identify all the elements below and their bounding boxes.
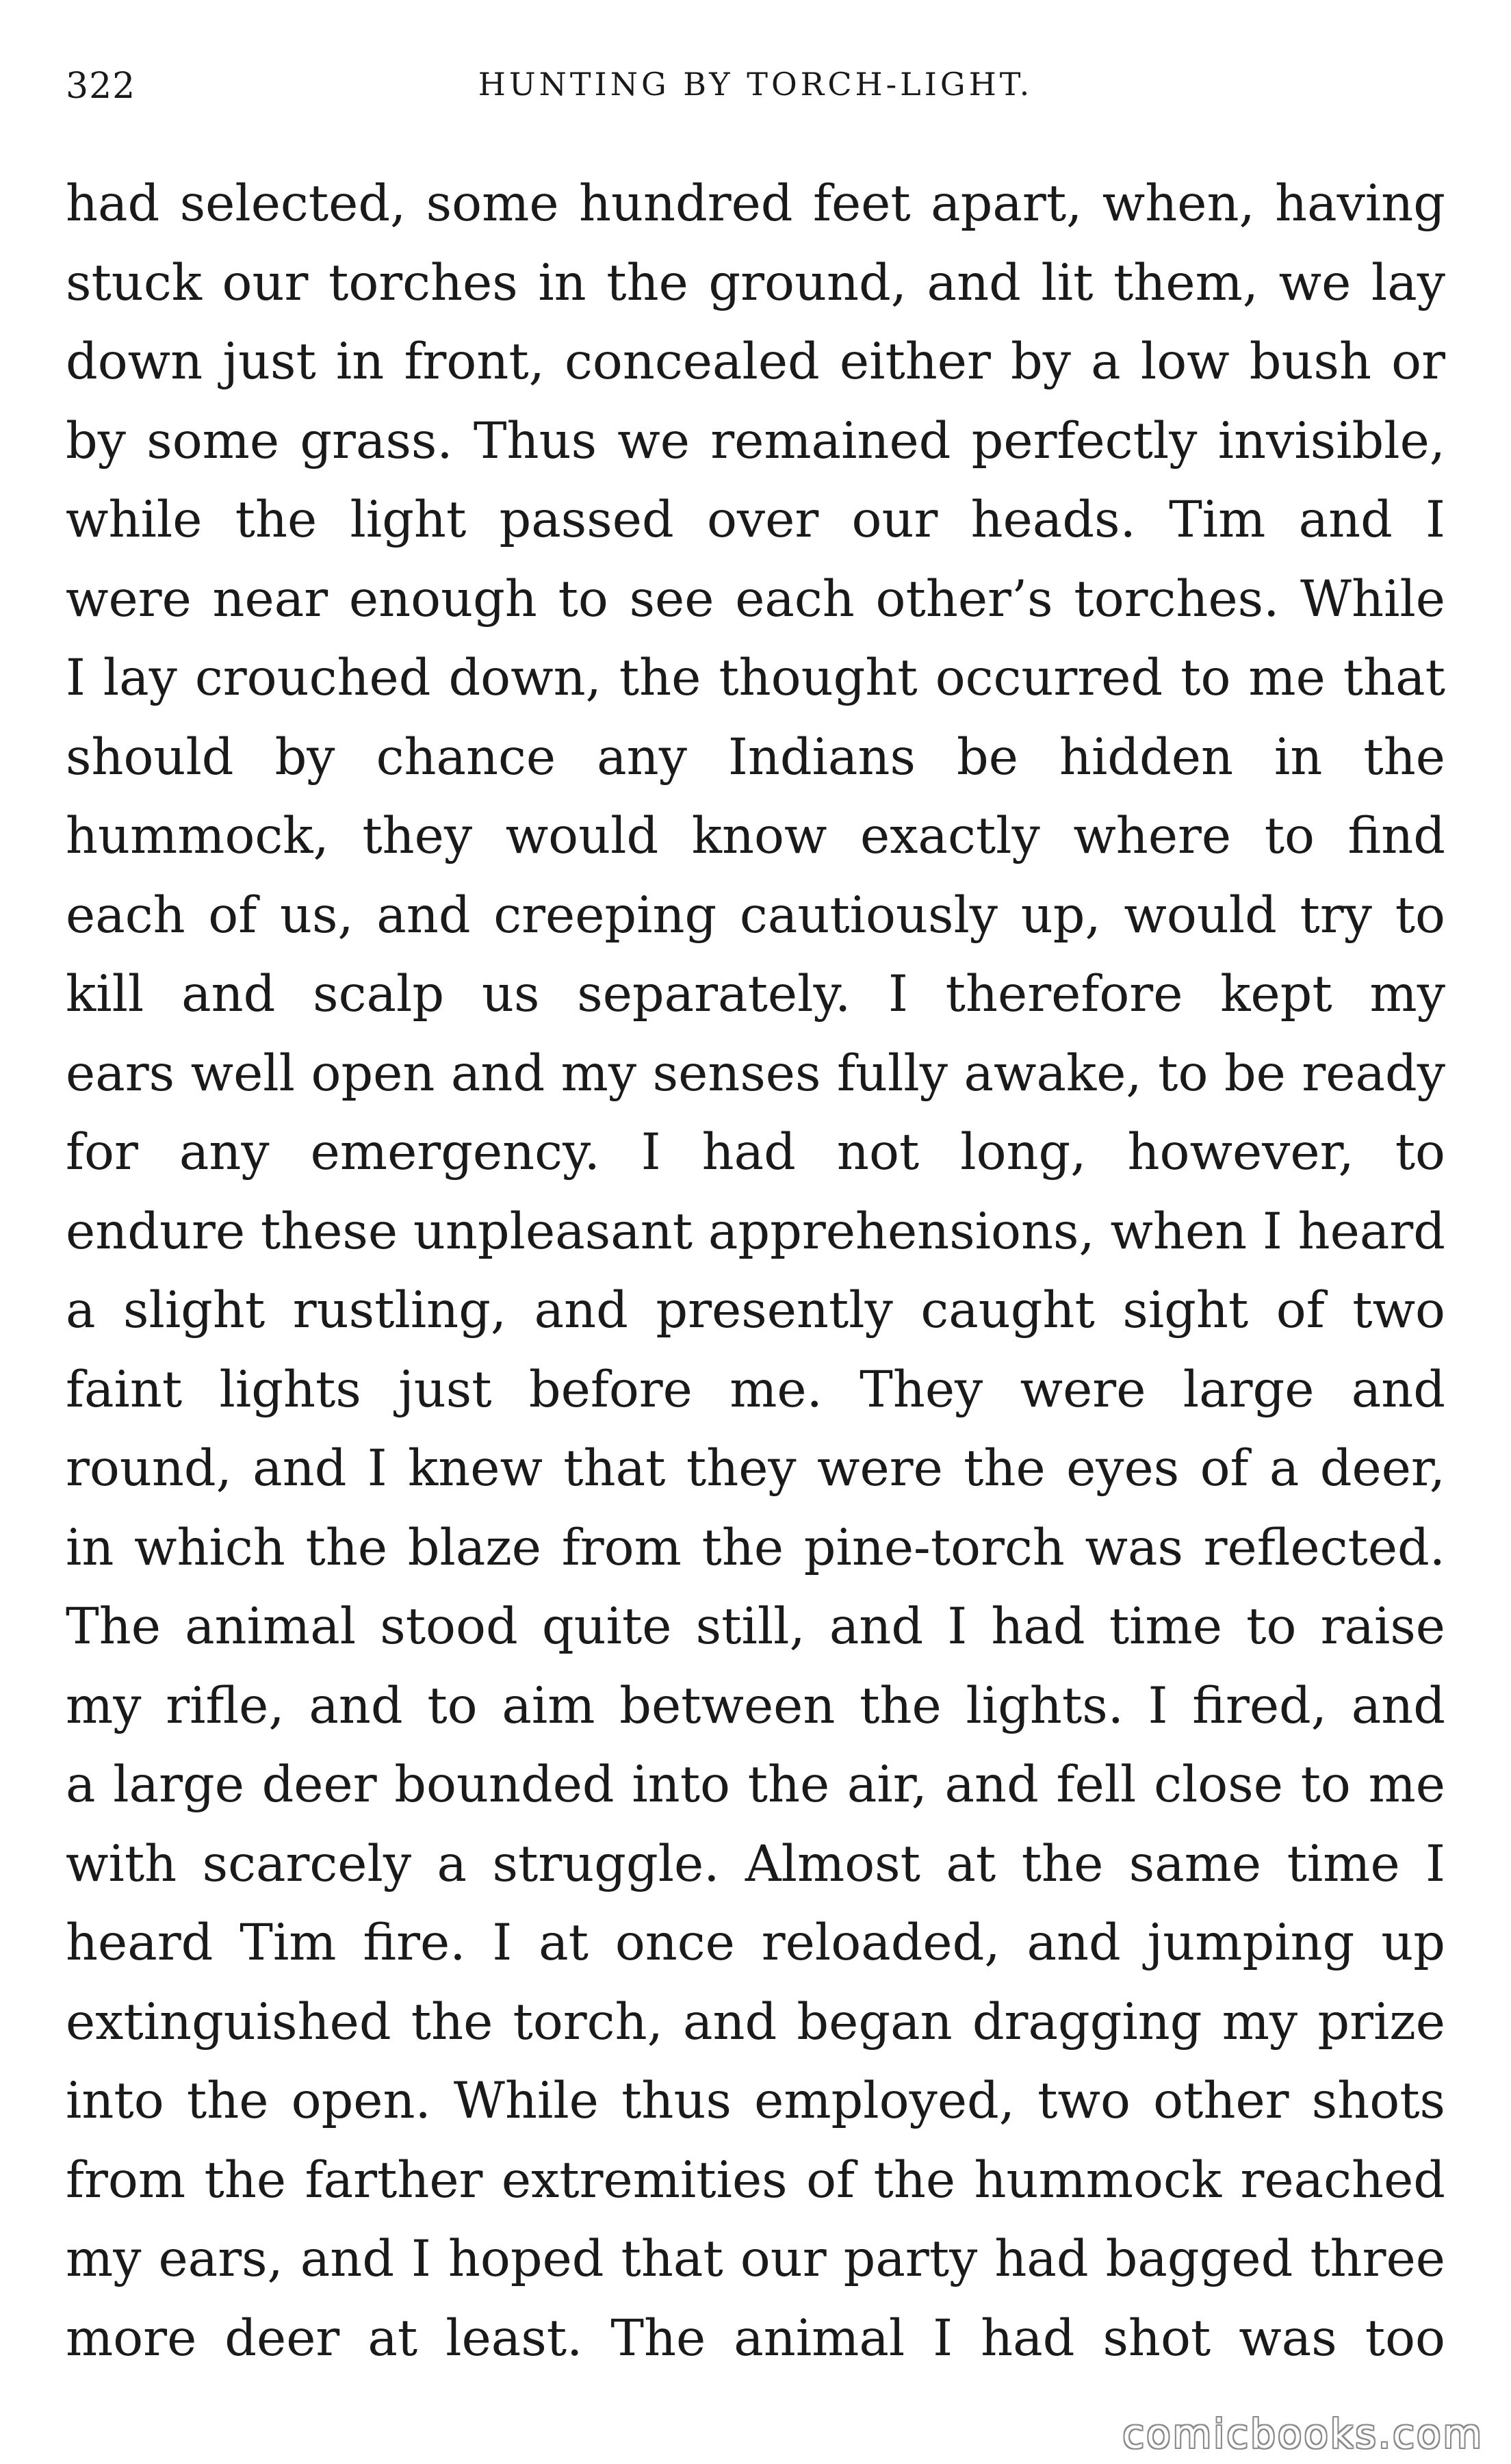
text-line-17: round, and I knew that they were the eyes of a deer, <box>66 1439 1445 1498</box>
text-line-9: hummock, they would know exactly where to find <box>66 807 1445 865</box>
text-line-24: extinguished the torch, and began dragging my prize <box>66 1992 1445 2051</box>
text-line-2: stuck our torches in the ground, and lit them, we lay <box>66 253 1445 312</box>
text-line-5: while the light passed over our heads. Tim and I <box>66 491 1445 549</box>
text-line-27: my ears, and I hoped that our party had bagged three <box>66 2230 1445 2288</box>
running-head <box>66 66 1445 107</box>
text-line-11: kill and scalp us separately. I therefore kept my <box>66 965 1445 1023</box>
watermark: comicbooks.com <box>1122 2411 1484 2457</box>
text-line-25: into the open. While thus employed, two other shots <box>66 2072 1445 2130</box>
text-line-15: a slight rustling, and presently caught sight of two <box>66 1281 1445 1339</box>
text-line-6: were near enough to see each other’s torches. While <box>66 569 1445 628</box>
text-line-18: in which the blaze from the pine-torch was reflected. <box>66 1518 1445 1577</box>
text-line-16: faint lights just before me. They were large and <box>66 1360 1445 1419</box>
text-line-22: with scarcely a struggle. Almost at the same time I <box>66 1834 1445 1893</box>
text-line-19: The animal stood quite still, and I had time to raise <box>66 1597 1445 1656</box>
text-line-13: for any emergency. I had not long, however, to <box>66 1123 1445 1181</box>
text-line-7: I lay crouched down, the thought occurred to me that <box>66 649 1445 707</box>
body-text <box>66 164 1445 2378</box>
text-line-3: down just in front, concealed either by a low bush or <box>66 333 1445 391</box>
text-line-14: endure these unpleasant apprehensions, when I heard <box>66 1202 1445 1261</box>
text-line-8: should by chance any Indians be hidden in the <box>66 728 1445 786</box>
text-line-20: my rifle, and to aim between the lights. I fired, and <box>66 1676 1445 1735</box>
text-line-12: ears well open and my senses fully awake, to be ready <box>66 1044 1445 1103</box>
text-line-28: more deer at least. The animal I had shot was too <box>66 2309 1445 2367</box>
text-line-1: had selected, some hundred feet apart, when, having <box>66 175 1445 233</box>
text-line-26: from the farther extremities of the hummock reached <box>66 2151 1445 2209</box>
running-title: HUNTING BY TORCH-LIGHT. <box>478 66 1033 103</box>
text-line-23: heard Tim fire. I at once reloaded, and jumping up <box>66 1914 1445 1972</box>
page-number: 322 <box>66 66 136 107</box>
text-line-21: a large deer bounded into the air, and fell close to me <box>66 1756 1445 1814</box>
text-line-10: each of us, and creeping cautiously up, would try to <box>66 886 1445 945</box>
text-line-4: by some grass. Thus we remained perfectly invisible, <box>66 411 1445 470</box>
